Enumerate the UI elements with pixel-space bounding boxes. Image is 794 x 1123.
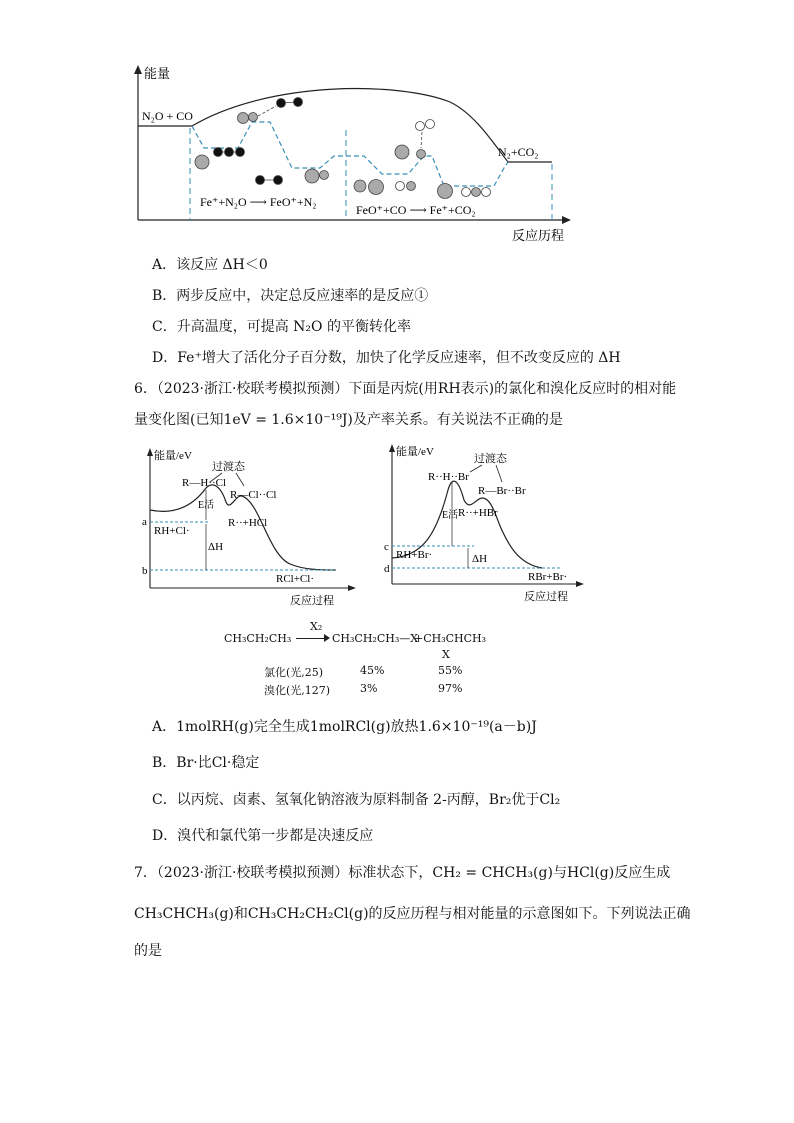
step2-label: FeO⁺+CO ⟶ Fe⁺+CO₂	[356, 203, 476, 217]
ts2-label: R—Cl··Cl	[230, 489, 277, 501]
q6-option-a[interactable]: A．1molRH(g)完全生成1molRCl(g)放热1.6×10⁻¹⁹(a－b)J	[152, 719, 537, 735]
transition-state-label: 过渡态	[474, 453, 507, 465]
yield-value: 45%	[360, 664, 385, 677]
reactant-label: N₂O + CO	[142, 109, 193, 123]
ts1-label: R··H··Br	[428, 471, 469, 483]
y-axis-arrow	[134, 65, 142, 74]
reactant-formula: CH₃CH₂CH₃	[224, 632, 292, 645]
q6-option-b[interactable]: B．Br·比Cl·稳定	[152, 755, 260, 771]
x-axis-label: 反应历程	[512, 228, 565, 243]
reactants-label: RH+Cl·	[154, 525, 190, 537]
products-label: RBr+Br·	[528, 571, 568, 583]
q6-option-c[interactable]: C．以丙烷、卤素、氢氧化钠溶液为原料制备 2-丙醇，Br₂优于Cl₂	[152, 792, 561, 808]
transition-state-label: 过渡态	[212, 461, 245, 473]
yield-value: 3%	[360, 682, 378, 695]
y-axis-label: 能量/eV	[154, 450, 192, 462]
ts2-label: R—Br··Br	[478, 485, 526, 497]
product2-formula: +CH₃CHCH₃	[414, 632, 487, 645]
x-axis-label: 反应过程	[290, 595, 334, 607]
arrow-head	[324, 634, 330, 642]
q6-option-d[interactable]: D．溴代和氯代第一步都是决速反应	[152, 828, 374, 844]
dh-label: ΔH	[472, 553, 488, 565]
level-d: d	[384, 563, 390, 575]
q5-option-c[interactable]: C．升高温度，可提高 N₂O 的平衡转化率	[152, 319, 411, 335]
yield-row-label: 溴化(光,127)	[264, 684, 331, 697]
ts1-label: R—H··Cl	[182, 477, 226, 489]
product-label: N₂+CO₂	[498, 145, 539, 159]
energy-profile-figure-fe	[120, 62, 590, 244]
intermediate-label: R··+HCl	[228, 517, 268, 529]
q7-stem-line3: 的是	[134, 943, 162, 959]
x-axis-label: 反应过程	[524, 591, 568, 603]
reagent-label: X₂	[310, 620, 323, 633]
reactants-label: RH+Br·	[396, 549, 433, 561]
products-label: RCl+Cl·	[276, 573, 314, 585]
step1-label: Fe⁺+N₂O ⟶ FeO⁺+N₂	[200, 195, 317, 209]
intermediate-label: R··+HBr	[458, 507, 498, 519]
q5-option-b[interactable]: B．两步反应中，决定总反应速率的是反应①	[152, 288, 429, 304]
level-b: b	[142, 565, 148, 577]
q5-option-d[interactable]: D．Fe⁺增大了活化分子百分数，加快了化学反应速率，但不改变反应的 ΔH	[152, 350, 621, 366]
product2-substituent: X	[442, 648, 450, 661]
q7-stem-line2: CH₃CHCH₃(g)和CH₃CH₂CH₂Cl(g)的反应历程与相对能量的示意图如下。下列说法正确	[134, 906, 691, 922]
molecule-models	[195, 98, 491, 199]
yield-value: 55%	[438, 664, 463, 677]
level-c: c	[384, 541, 389, 553]
x-axis-arrow	[562, 216, 571, 224]
product1-formula: CH₃CH₂CH₃—X	[332, 632, 419, 645]
q6-stem-line2: 量变化图(已知1eV = 1.6×10⁻¹⁹J)及产率关系。有关说法不正确的是	[134, 412, 563, 428]
y-axis-label: 能量	[144, 66, 171, 81]
yield-row-label: 氯化(光,25)	[264, 666, 324, 679]
chlorination-energy-diagram	[140, 446, 362, 608]
ea-label: E活	[198, 500, 215, 511]
q5-option-a[interactable]: A．该反应 ΔH＜0	[152, 257, 268, 273]
dh-label: ΔH	[208, 541, 224, 553]
y-axis-label: 能量/eV	[396, 446, 434, 458]
bromination-energy-diagram	[382, 440, 588, 604]
yield-value: 97%	[438, 682, 463, 695]
q6-stem-line1: 6．（2023·浙江·校联考模拟预测）下面是丙烷(用RH表示)的氯化和溴化反应时的相对能	[134, 381, 677, 397]
ea-label: E活	[442, 510, 459, 521]
halogenation-scheme	[224, 620, 524, 700]
level-a: a	[142, 516, 147, 528]
q7-stem-line1: 7．（2023·浙江·校联考模拟预测）标准状态下，CH₂ = CHCH₃(g)与HCl(g)反应生成	[134, 865, 671, 881]
